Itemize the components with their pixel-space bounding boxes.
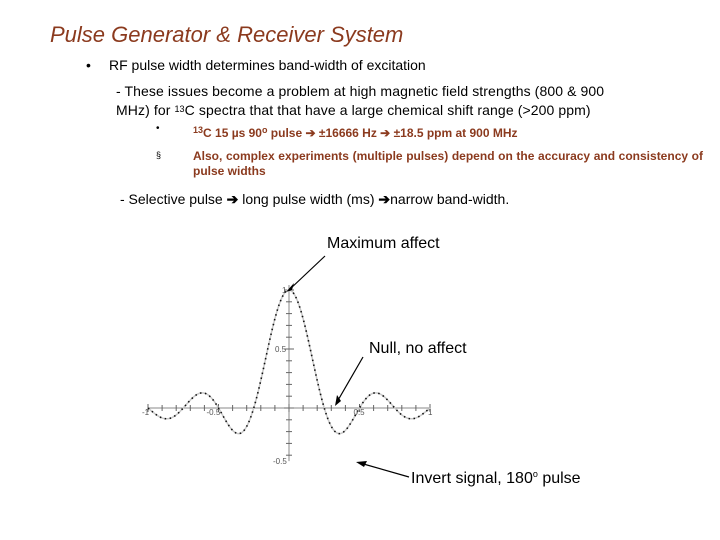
arrow-maximum-head: [286, 283, 294, 292]
slide-title: Pulse Generator & Receiver System: [50, 22, 404, 47]
y-tick-label: 0.5: [275, 345, 287, 354]
right-arrow-icon: ➔: [305, 126, 316, 140]
invert-pre: Invert signal, 180: [411, 470, 533, 487]
sub1-part4: ±18.5 ppm at 900 MHz: [390, 126, 518, 140]
superscript-13: 13: [193, 125, 204, 135]
x-tick-label: -1: [142, 408, 150, 417]
selective-part1: - Selective pulse: [120, 191, 227, 207]
degree-superscript: o: [261, 125, 268, 135]
plot-axes: [148, 285, 430, 461]
degree-superscript: o: [532, 469, 538, 479]
sub1-part3: ±16666 Hz: [315, 126, 381, 140]
x-tick-label: 0.5: [353, 408, 365, 417]
bullet-text-rf-pulse: RF pulse width determines band-width of excitation: [109, 57, 426, 73]
right-arrow-icon: ➔: [380, 126, 391, 140]
bullet-marker: •: [86, 57, 91, 73]
arrow-maximum: [289, 256, 325, 290]
sub-bullet-marker-2: §: [156, 150, 162, 160]
issues-line-b-pre: MHz) for: [116, 102, 175, 118]
issues-line-a: - These issues become a problem at high magnetic field strengths (800 & 900: [116, 83, 605, 99]
right-arrow-icon: ➔: [378, 191, 391, 207]
right-arrow-icon: ➔: [226, 191, 239, 207]
arrow-invert-head: [356, 461, 367, 467]
annotation-maximum: Maximum affect: [327, 235, 440, 252]
x-tick-label: -0.5: [206, 408, 221, 417]
sub1-part2: pulse: [267, 126, 306, 140]
selective-part2: long pulse width (ms): [238, 191, 379, 207]
tick-labels: [142, 286, 433, 466]
selective-part3: narrow band-width.: [390, 191, 510, 207]
sub1-part1: C 15 µs 90: [203, 126, 262, 140]
invert-post: pulse: [537, 470, 581, 487]
y-tick-label: 1: [282, 286, 287, 295]
annotation-invert: [411, 470, 581, 488]
y-tick-label: -0.5: [273, 457, 287, 467]
arrow-null: [337, 357, 363, 402]
sub-bullet-2: Also, complex experiments (multiple pulses) depend on the accuracy and consistency of pulse widths: [193, 149, 703, 178]
sub-bullet-marker-1: •: [156, 123, 160, 134]
issues-line-b-post: C spectra that that have a large chemical shift range (>200 ppm): [184, 102, 591, 118]
arrow-invert: [360, 463, 409, 477]
superscript-13: 13: [174, 104, 185, 114]
x-tick-label: 1: [428, 408, 433, 417]
annotation-null: Null, no affect: [369, 340, 467, 357]
